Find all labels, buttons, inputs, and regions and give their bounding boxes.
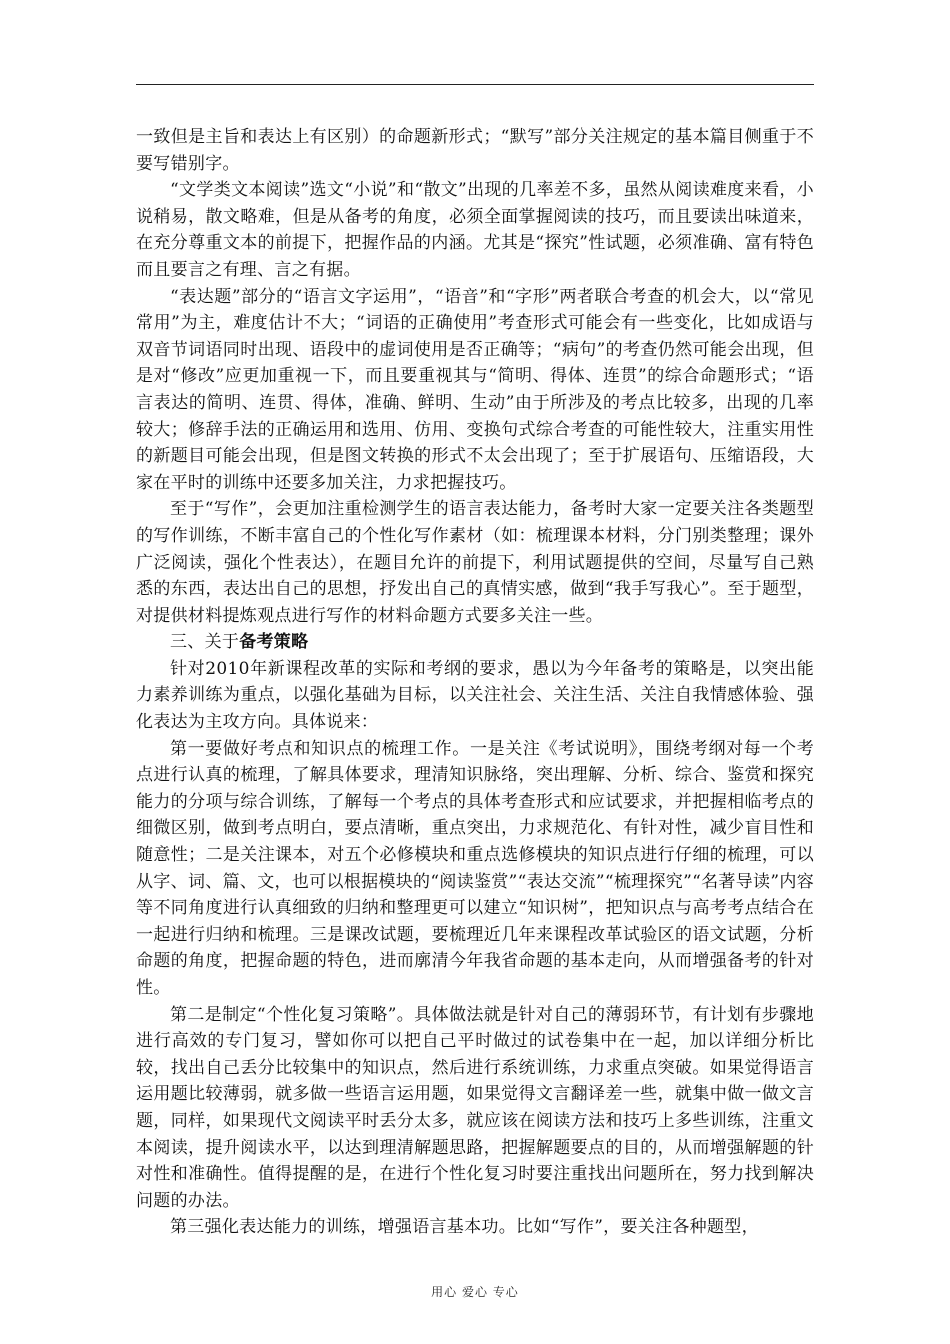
paragraph: 第三强化表达能力的训练，增强语言基本功。比如“写作”，要关注各种题型， xyxy=(170,1217,759,1238)
paragraph: 至于“写作”，会更加注重检测学生的语言表达能力，备考时大家一定要关注各类题型的写作训练，不断丰富自己的个性化写作素材（如：梳理课本材料，分门别类整理；课外广泛阅读，强化个性表达），在题目允许的前提下，利用试题提供的空间，尽量写自己熟悉的东西，表达出自己的思想，抒发出自己的真情实感，做到“我手写我心”。至于题型，对提供材料提炼观点进行写作的材料命题方式要多关注一些。 xyxy=(136,499,814,626)
document-body xyxy=(136,124,814,1241)
section-heading-prefix: 三、关于 xyxy=(170,632,240,653)
paragraph: 第二是制定“个性化复习策略”。具体做法就是针对自己的薄弱环节，有计划有步骤地进行高效的专门复习，譬如你可以把自己平时做过的试卷集中在一起，加以详细分析比较，找出自己丢分比较集中的知识点，然后进行系统训练，力求重点突破。如果觉得语言运用题比较薄弱，就多做一些语言运用题，如果觉得文言翻译差一些，就集中做一做文言题，同样，如果现代文阅读平时丢分太多，就应该在阅读方法和技巧上多些训练，注重文本阅读，提升阅读水平，以达到理清解题思路，把握解题要点的目的，从而增强解题的针对性和准确性。值得提醒的是，在进行个性化复习时要注重找出问题所在，努力找到解决问题的办法。 xyxy=(136,1004,814,1211)
section-heading-bold: 备考策略 xyxy=(239,632,309,653)
header-rule xyxy=(136,84,814,85)
section-heading xyxy=(136,629,814,656)
paragraph: 针对2010年新课程改革的实际和考纲的要求，愚以为今年备考的策略是，以突出能力素养训练为重点，以强化基础为目标，以关注社会、关注生活、关注自我情感体验、强化表达为主攻方向。具体说来： xyxy=(136,658,814,733)
paragraph: 一致但是主旨和表达上有区别）的命题新形式；“默写”部分关注规定的基本篇目侧重于不要写错别字。 xyxy=(136,127,814,174)
paragraph: “文学类文本阅读”选文“小说”和“散文”出现的几率差不多，虽然从阅读难度来看，小说稍易，散文略难，但是从备考的角度，必须全面掌握阅读的技巧，而且要读出味道来，在充分尊重文本的前提下，把握作品的内涵。尤其是“探究”性试题，必须准确、富有特色而且要言之有理、言之有据。 xyxy=(136,180,814,280)
paragraph: “表达题”部分的“语言文字运用”，“语音”和“字形”两者联合考查的机会大，以“常见常用”为主，难度估计不大；“词语的正确使用”考查形式可能会有一些变化，比如成语与双音节词语同时出现、语段中的虚词使用是否正确等；“病句”的考查仍然可能会出现，但是对“修改”应更加重视一下，而且要重视其与“简明、得体、连贯”的综合命题形式；“语言表达的简明、连贯、得体，准确、鲜明、生动”由于所涉及的考点比较多，出现的几率较大；修辞手法的正确运用和选用、仿用、变换句式综合考查的可能性较大，注重实用性的新题目可能会出现，但是图文转换的形式不太会出现了；至于扩展语句、压缩语段，大家在平时的训练中还要多加关注，力求把握技巧。 xyxy=(136,286,814,493)
paragraph: 第一要做好考点和知识点的梳理工作。一是关注《考试说明》，围绕考纲对每一个考点进行认真的梳理，了解具体要求，理清知识脉络，突出理解、分析、综合、鉴赏和探究能力的分项与综合训练，了解每一个考点的具体考查形式和应试要求，并把握相临考点的细微区别，做到考点明白，要点清晰，重点突出，力求规范化、有针对性，减少盲目性和随意性；二是关注课本，对五个必修模块和重点选修模块的知识点进行仔细的梳理，可以从字、词、篇、文，也可以根据模块的“阅读鉴赏”“表达交流”“梳理探究”“名著导读”内容等不同角度进行认真细致的归纳和整理更可以建立“知识树”，把知识点与高考考点结合在一起进行归纳和梳理。三是课改试题，要梳理近几年来课程改革试验区的语文试题，分析命题的角度，把握命题的特色，进而廓清今年我省命题的基本走向，从而增强备考的针对性。 xyxy=(136,738,814,998)
page-footer: 用心 爱心 专心 xyxy=(431,1285,519,1299)
